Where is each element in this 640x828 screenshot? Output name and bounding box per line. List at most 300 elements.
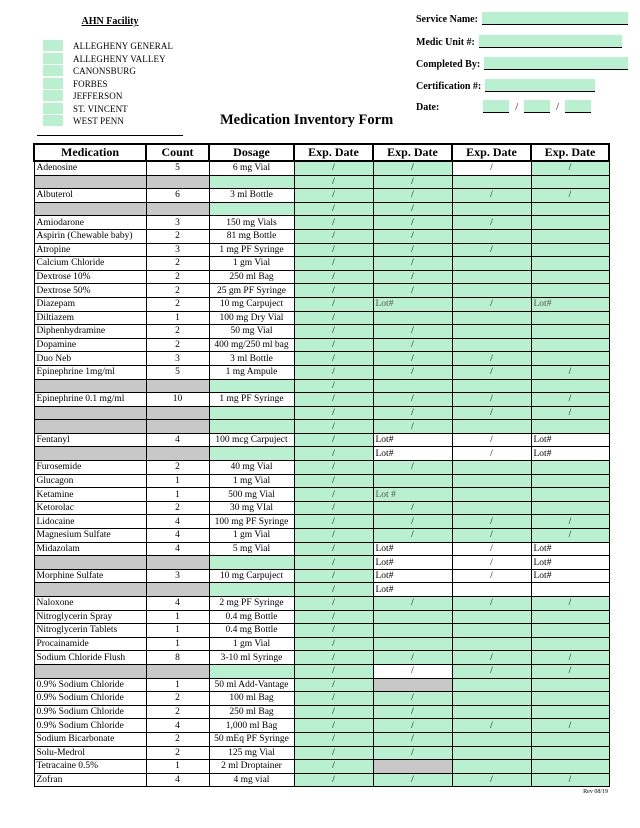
medication-cell: Atropine — [34, 243, 146, 257]
exp-date-cell[interactable]: / — [452, 447, 531, 461]
exp-date-cell[interactable]: / — [452, 569, 531, 583]
count-cell: 4 — [146, 773, 209, 787]
medication-cell: Lidocaine — [34, 515, 146, 529]
medic-unit-input[interactable] — [479, 35, 622, 48]
certification-label: Certification #: — [416, 81, 482, 92]
facility-option — [43, 90, 173, 103]
exp-date-cell[interactable] — [452, 637, 531, 651]
dosage-cell: 3 ml Bottle — [209, 189, 294, 203]
exp-date-cell[interactable]: / — [373, 664, 452, 678]
exp-date-cell[interactable]: / — [452, 297, 531, 311]
exp-date-cell[interactable]: / — [294, 433, 373, 447]
exp-date-cell[interactable]: / — [373, 352, 452, 366]
exp-date-cell[interactable]: Lot# — [373, 583, 452, 597]
exp-date-cell[interactable] — [452, 270, 531, 284]
exp-date-cell[interactable] — [452, 692, 531, 706]
exp-date-cell[interactable] — [531, 501, 609, 515]
exp-date-cell[interactable]: / — [373, 732, 452, 746]
table-row — [34, 202, 609, 216]
exp-date-cell[interactable] — [452, 420, 531, 434]
exp-date-cell[interactable] — [452, 379, 531, 393]
exp-date-cell[interactable]: / — [294, 406, 373, 420]
medication-cell: Aspirin (Chewable baby) — [34, 229, 146, 243]
exp-date-cell[interactable] — [373, 379, 452, 393]
dosage-cell — [209, 556, 294, 570]
exp-date-cell[interactable]: / — [373, 773, 452, 787]
count-cell — [146, 447, 209, 461]
table-row — [34, 474, 609, 488]
count-cell — [146, 202, 209, 216]
exp-date-cell[interactable]: / — [294, 583, 373, 597]
dosage-cell — [209, 406, 294, 420]
exp-date-cell[interactable]: / — [294, 651, 373, 665]
exp-date-cell[interactable]: / — [294, 393, 373, 407]
exp-date-cell[interactable]: / — [294, 556, 373, 570]
exp-date-cell[interactable]: / — [531, 597, 609, 611]
dosage-cell: 400 mg/250 ml bag — [209, 338, 294, 352]
dosage-cell: 100 mcg Carpuject — [209, 433, 294, 447]
table-row — [34, 610, 609, 624]
exp-date-cell[interactable]: / — [452, 515, 531, 529]
exp-date-cell[interactable] — [452, 610, 531, 624]
exp-date-cell[interactable]: / — [452, 216, 531, 230]
exp-date-cell[interactable]: / — [294, 501, 373, 515]
exp-date-cell[interactable]: Lot# — [373, 569, 452, 583]
table-row — [34, 705, 609, 719]
exp-date-cell[interactable]: / — [373, 393, 452, 407]
table-row — [34, 529, 609, 543]
facility-checkbox[interactable] — [43, 40, 63, 52]
exp-date-cell[interactable]: Lot# — [373, 556, 452, 570]
header-exp-date: Exp. Date — [452, 144, 531, 161]
exp-date-cell[interactable] — [531, 175, 609, 189]
count-cell — [146, 175, 209, 189]
dosage-cell: 40 mg Vial — [209, 461, 294, 475]
medication-cell: Adenosine — [34, 161, 146, 175]
exp-date-cell[interactable]: / — [294, 637, 373, 651]
exp-date-cell[interactable]: / — [373, 216, 452, 230]
medication-cell: Nitroglycerin Tablets — [34, 624, 146, 638]
medication-cell: Calcium Chloride — [34, 257, 146, 271]
exp-date-cell[interactable]: / — [452, 393, 531, 407]
exp-date-cell[interactable] — [452, 175, 531, 189]
table-row — [34, 216, 609, 230]
dosage-cell: 6 mg Vial — [209, 161, 294, 175]
exp-date-cell[interactable] — [531, 474, 609, 488]
exp-date-cell[interactable]: / — [294, 229, 373, 243]
exp-date-cell[interactable]: / — [294, 284, 373, 298]
exp-date-cell[interactable] — [531, 229, 609, 243]
exp-date-cell[interactable] — [531, 352, 609, 366]
facility-checkbox[interactable] — [43, 115, 63, 127]
medic-unit-row — [416, 35, 622, 48]
table-row — [34, 393, 609, 407]
count-cell: 1 — [146, 678, 209, 692]
count-cell: 1 — [146, 311, 209, 325]
table-row — [34, 678, 609, 692]
exp-date-cell[interactable]: / — [294, 597, 373, 611]
exp-date-cell[interactable] — [452, 732, 531, 746]
exp-date-cell[interactable]: / — [452, 406, 531, 420]
exp-date-cell[interactable]: / — [373, 243, 452, 257]
exp-date-cell[interactable] — [531, 420, 609, 434]
exp-date-cell[interactable]: / — [373, 365, 452, 379]
medication-cell: Diltiazem — [34, 311, 146, 325]
exp-date-cell[interactable]: / — [531, 365, 609, 379]
exp-date-cell[interactable] — [452, 705, 531, 719]
exp-date-cell[interactable]: / — [373, 284, 452, 298]
exp-date-cell[interactable]: / — [373, 529, 452, 543]
medication-cell — [34, 175, 146, 189]
medication-cell: Ketorolac — [34, 501, 146, 515]
exp-date-cell[interactable]: Lot# — [373, 297, 452, 311]
exp-date-cell[interactable] — [452, 257, 531, 271]
exp-date-cell[interactable]: / — [373, 692, 452, 706]
dosage-cell: 100 ml Bag — [209, 692, 294, 706]
facility-option — [43, 115, 173, 128]
exp-date-cell[interactable]: Lot# — [531, 556, 609, 570]
exp-date-cell[interactable]: / — [373, 515, 452, 529]
exp-date-cell[interactable] — [531, 311, 609, 325]
exp-date-cell[interactable]: / — [294, 216, 373, 230]
medication-cell — [34, 406, 146, 420]
exp-date-cell[interactable] — [373, 678, 452, 692]
exp-date-cell[interactable]: / — [452, 529, 531, 543]
exp-date-cell[interactable]: / — [294, 311, 373, 325]
facility-name: WEST PENN — [73, 116, 124, 127]
exp-date-cell[interactable] — [452, 474, 531, 488]
exp-date-cell[interactable]: / — [373, 161, 452, 175]
exp-date-cell[interactable]: / — [373, 597, 452, 611]
exp-date-cell[interactable] — [531, 705, 609, 719]
table-row — [34, 189, 609, 203]
exp-date-cell[interactable]: / — [452, 651, 531, 665]
dosage-cell: 1 mg Vial — [209, 474, 294, 488]
exp-date-cell[interactable]: / — [294, 175, 373, 189]
exp-date-cell[interactable] — [531, 746, 609, 760]
facility-checkbox[interactable] — [43, 65, 63, 77]
date-day-input[interactable] — [524, 100, 550, 113]
exp-date-cell[interactable]: Lot# — [531, 297, 609, 311]
exp-date-cell[interactable]: / — [452, 161, 531, 175]
facility-checkbox[interactable] — [43, 90, 63, 102]
exp-date-cell[interactable]: / — [452, 773, 531, 787]
exp-date-cell[interactable]: / — [294, 705, 373, 719]
dosage-cell — [209, 583, 294, 597]
exp-date-cell[interactable]: / — [531, 161, 609, 175]
dosage-cell: 100 mg PF Syringe — [209, 515, 294, 529]
medication-cell: Albuterol — [34, 189, 146, 203]
exp-date-cell[interactable] — [531, 202, 609, 216]
exp-date-cell[interactable] — [452, 760, 531, 774]
exp-date-cell[interactable]: / — [373, 719, 452, 733]
medication-cell: Ketamine — [34, 488, 146, 502]
exp-date-cell[interactable] — [373, 624, 452, 638]
dosage-cell: 150 mg Vials — [209, 216, 294, 230]
exp-date-cell[interactable] — [373, 760, 452, 774]
exp-date-cell[interactable]: / — [294, 760, 373, 774]
dosage-cell — [209, 664, 294, 678]
table-row — [34, 773, 609, 787]
exp-date-cell[interactable]: / — [294, 352, 373, 366]
exp-date-cell[interactable]: / — [531, 189, 609, 203]
exp-date-cell[interactable]: / — [531, 719, 609, 733]
exp-date-cell[interactable]: / — [373, 175, 452, 189]
facility-name: FORBES — [73, 78, 108, 89]
exp-date-cell[interactable] — [531, 624, 609, 638]
dosage-cell: 10 mg Carpuject — [209, 569, 294, 583]
exp-date-cell[interactable]: / — [452, 719, 531, 733]
medication-cell: Naloxone — [34, 597, 146, 611]
count-cell: 3 — [146, 243, 209, 257]
exp-date-cell[interactable] — [452, 461, 531, 475]
exp-date-cell[interactable]: / — [452, 597, 531, 611]
exp-date-cell[interactable]: / — [373, 325, 452, 339]
count-cell: 2 — [146, 461, 209, 475]
exp-date-cell[interactable] — [531, 216, 609, 230]
exp-date-cell[interactable] — [452, 311, 531, 325]
medication-cell — [34, 447, 146, 461]
exp-date-cell[interactable] — [531, 583, 609, 597]
exp-date-cell[interactable]: / — [531, 515, 609, 529]
exp-date-cell[interactable]: / — [373, 501, 452, 515]
exp-date-cell[interactable]: / — [294, 515, 373, 529]
count-cell: 2 — [146, 746, 209, 760]
table-row — [34, 488, 609, 502]
exp-date-cell[interactable]: / — [294, 365, 373, 379]
exp-date-cell[interactable]: / — [452, 189, 531, 203]
exp-date-cell[interactable]: / — [294, 624, 373, 638]
completed-by-row — [416, 57, 628, 70]
exp-date-cell[interactable]: / — [373, 746, 452, 760]
exp-date-cell[interactable]: / — [294, 161, 373, 175]
exp-date-cell[interactable]: / — [294, 270, 373, 284]
exp-date-cell[interactable] — [373, 311, 452, 325]
certification-input[interactable] — [485, 79, 595, 92]
exp-date-cell[interactable]: / — [294, 692, 373, 706]
count-cell: 4 — [146, 597, 209, 611]
exp-date-cell[interactable]: / — [531, 773, 609, 787]
medication-cell: Magnesium Sulfate — [34, 529, 146, 543]
exp-date-cell[interactable]: / — [373, 651, 452, 665]
exp-date-cell[interactable]: / — [373, 420, 452, 434]
exp-date-cell[interactable]: / — [452, 542, 531, 556]
exp-date-cell[interactable] — [373, 610, 452, 624]
exp-date-cell[interactable]: / — [294, 257, 373, 271]
exp-date-cell[interactable]: Lot# — [531, 447, 609, 461]
exp-date-cell[interactable]: / — [294, 732, 373, 746]
exp-date-cell[interactable]: / — [294, 719, 373, 733]
exp-date-cell[interactable]: / — [373, 229, 452, 243]
certification-row — [416, 79, 595, 92]
exp-date-cell[interactable] — [531, 257, 609, 271]
exp-date-cell[interactable]: Lot# — [373, 447, 452, 461]
exp-date-cell[interactable]: / — [373, 257, 452, 271]
table-row — [34, 746, 609, 760]
exp-date-cell[interactable]: / — [294, 189, 373, 203]
exp-date-cell[interactable]: / — [452, 433, 531, 447]
table-row — [34, 338, 609, 352]
facility-divider — [37, 135, 183, 136]
table-row — [34, 175, 609, 189]
exp-date-cell[interactable] — [531, 338, 609, 352]
count-cell: 8 — [146, 651, 209, 665]
exp-date-cell[interactable] — [452, 501, 531, 515]
exp-date-cell[interactable]: Lot# — [531, 542, 609, 556]
table-row — [34, 270, 609, 284]
count-cell: 5 — [146, 161, 209, 175]
dosage-cell: 250 ml Bag — [209, 705, 294, 719]
exp-date-cell[interactable]: / — [531, 393, 609, 407]
dosage-cell: 100 mg Dry Vial — [209, 311, 294, 325]
exp-date-cell[interactable]: / — [294, 664, 373, 678]
exp-date-cell[interactable]: / — [373, 202, 452, 216]
count-cell: 2 — [146, 732, 209, 746]
dosage-cell: 50 mg Vial — [209, 325, 294, 339]
header-exp-date: Exp. Date — [294, 144, 373, 161]
exp-date-cell[interactable]: / — [452, 365, 531, 379]
dosage-cell — [209, 420, 294, 434]
medication-cell: Dopamine — [34, 338, 146, 352]
exp-date-cell[interactable]: Lot# — [373, 542, 452, 556]
exp-date-cell[interactable] — [452, 325, 531, 339]
exp-date-cell[interactable] — [452, 624, 531, 638]
exp-date-cell[interactable]: / — [373, 461, 452, 475]
date-row — [416, 100, 591, 113]
exp-date-cell[interactable]: / — [294, 529, 373, 543]
exp-date-cell[interactable]: / — [373, 338, 452, 352]
count-cell: 6 — [146, 189, 209, 203]
facility-option — [43, 103, 173, 116]
exp-date-cell[interactable] — [531, 732, 609, 746]
facility-checkbox[interactable] — [43, 78, 63, 90]
exp-date-cell[interactable]: / — [294, 474, 373, 488]
exp-date-cell[interactable]: / — [294, 569, 373, 583]
exp-date-cell[interactable]: / — [294, 746, 373, 760]
facility-checkbox[interactable] — [43, 103, 63, 115]
exp-date-cell[interactable]: / — [294, 773, 373, 787]
medication-cell: Zofran — [34, 773, 146, 787]
revision-label: Rev 08/19 — [583, 789, 608, 795]
exp-date-cell[interactable]: / — [373, 189, 452, 203]
service-name-input[interactable] — [482, 12, 628, 25]
facility-name: JEFFERSON — [73, 91, 123, 102]
medication-cell: Solu-Medrol — [34, 746, 146, 760]
exp-date-cell[interactable] — [531, 379, 609, 393]
count-cell: 3 — [146, 216, 209, 230]
date-month-input[interactable] — [483, 100, 509, 113]
table-row — [34, 583, 609, 597]
exp-date-cell[interactable]: / — [531, 406, 609, 420]
exp-date-cell[interactable] — [452, 202, 531, 216]
exp-date-cell[interactable] — [531, 284, 609, 298]
table-row — [34, 624, 609, 638]
dosage-cell: 1 gm Vial — [209, 637, 294, 651]
exp-date-cell[interactable]: / — [294, 610, 373, 624]
exp-date-cell[interactable] — [452, 746, 531, 760]
exp-date-cell[interactable]: / — [294, 243, 373, 257]
dosage-cell: 1 mg PF Syringe — [209, 393, 294, 407]
exp-date-cell[interactable] — [452, 338, 531, 352]
dosage-cell: 500 mg Vial — [209, 488, 294, 502]
exp-date-cell[interactable]: Lot # — [373, 488, 452, 502]
exp-date-cell[interactable] — [452, 678, 531, 692]
exp-date-cell[interactable] — [531, 270, 609, 284]
exp-date-cell[interactable]: Lot# — [373, 433, 452, 447]
exp-date-cell[interactable]: / — [531, 664, 609, 678]
exp-date-cell[interactable] — [452, 488, 531, 502]
exp-date-cell[interactable]: / — [294, 297, 373, 311]
exp-date-cell[interactable] — [531, 461, 609, 475]
exp-date-cell[interactable] — [531, 678, 609, 692]
medication-cell: 0.9% Sodium Chloride — [34, 678, 146, 692]
exp-date-cell[interactable]: / — [452, 243, 531, 257]
exp-date-cell[interactable]: / — [373, 270, 452, 284]
exp-date-cell[interactable] — [531, 760, 609, 774]
exp-date-cell[interactable] — [452, 583, 531, 597]
exp-date-cell[interactable]: / — [452, 556, 531, 570]
table-row — [34, 542, 609, 556]
completed-by-input[interactable] — [484, 57, 628, 70]
medication-cell: Amiodarone — [34, 216, 146, 230]
count-cell: 1 — [146, 488, 209, 502]
medication-cell: Tetracaine 0.5% — [34, 760, 146, 774]
exp-date-cell[interactable]: / — [452, 664, 531, 678]
table-row — [34, 311, 609, 325]
exp-date-cell[interactable]: / — [531, 529, 609, 543]
exp-date-cell[interactable]: / — [294, 325, 373, 339]
exp-date-cell[interactable]: / — [294, 202, 373, 216]
exp-date-cell[interactable]: / — [294, 461, 373, 475]
exp-date-cell[interactable]: / — [452, 352, 531, 366]
exp-date-cell[interactable]: / — [531, 651, 609, 665]
exp-date-cell[interactable] — [531, 692, 609, 706]
exp-date-cell[interactable] — [531, 325, 609, 339]
exp-date-cell[interactable]: / — [294, 338, 373, 352]
exp-date-cell[interactable] — [452, 229, 531, 243]
exp-date-cell[interactable] — [373, 474, 452, 488]
table-row — [34, 719, 609, 733]
exp-date-cell[interactable] — [452, 284, 531, 298]
exp-date-cell[interactable]: / — [294, 379, 373, 393]
exp-date-cell[interactable]: / — [294, 488, 373, 502]
exp-date-cell[interactable]: / — [294, 420, 373, 434]
date-year-input[interactable] — [565, 100, 591, 113]
exp-date-cell[interactable]: / — [373, 705, 452, 719]
exp-date-cell[interactable] — [531, 637, 609, 651]
medication-cell: 0.9% Sodium Chloride — [34, 692, 146, 706]
exp-date-cell[interactable] — [373, 637, 452, 651]
table-row — [34, 284, 609, 298]
exp-date-cell[interactable]: / — [294, 542, 373, 556]
dosage-cell: 3-10 ml Syringe — [209, 651, 294, 665]
count-cell: 2 — [146, 325, 209, 339]
count-cell — [146, 379, 209, 393]
facility-checkbox[interactable] — [43, 53, 63, 65]
exp-date-cell[interactable]: Lot# — [531, 433, 609, 447]
exp-date-cell[interactable] — [531, 243, 609, 257]
dosage-cell: 25 gm PF Syringe — [209, 284, 294, 298]
dosage-cell: 0.4 mg Bottle — [209, 624, 294, 638]
exp-date-cell[interactable]: Lot# — [531, 569, 609, 583]
exp-date-cell[interactable]: / — [294, 678, 373, 692]
exp-date-cell[interactable]: / — [373, 406, 452, 420]
exp-date-cell[interactable] — [531, 488, 609, 502]
exp-date-cell[interactable]: / — [294, 447, 373, 461]
count-cell: 1 — [146, 610, 209, 624]
count-cell: 4 — [146, 529, 209, 543]
exp-date-cell[interactable] — [531, 610, 609, 624]
